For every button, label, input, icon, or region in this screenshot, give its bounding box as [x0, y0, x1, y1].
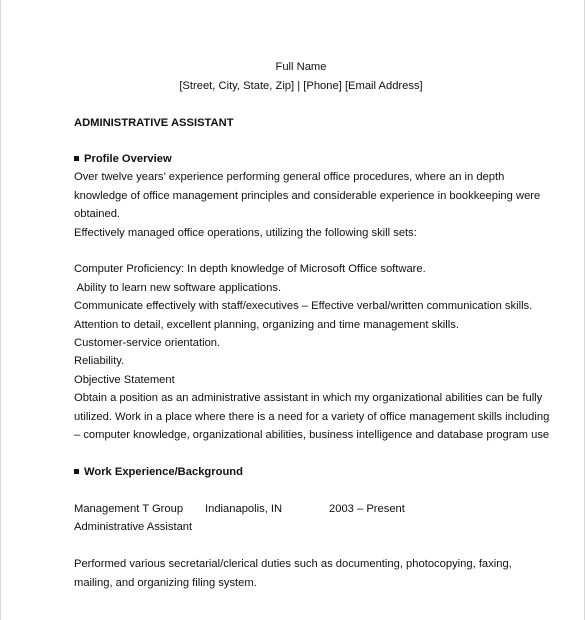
experience-heading-text: Work Experience/Background [84, 466, 243, 478]
full-name: Full Name [275, 61, 327, 73]
job-title: ADMINISTRATIVE ASSISTANT [74, 117, 234, 129]
profile-heading-text: Profile Overview [84, 153, 172, 165]
contact-info: [Street, City, State, Zip] | [Phone] [Email Address] [179, 80, 423, 92]
skill-line: Objective Statement [74, 374, 175, 386]
skill-line: utilized. Work in a place where there is a need for a variety of office management skills including [74, 411, 550, 423]
profile-line: knowledge of office management principles and considerable experience in bookkeeping were [74, 190, 541, 202]
page-left-edge [0, 0, 1, 620]
skill-line: – computer knowledge, organizational abilities, business intelligence and database program use [74, 429, 550, 441]
skill-line: Customer-service orientation. [74, 337, 221, 349]
skill-line: Ability to learn new software applications. [74, 282, 282, 294]
profile-line: Over twelve years’ experience performing general office procedures, where an in depth [74, 171, 505, 183]
profile-line: obtained. [74, 208, 121, 220]
role-title: Administrative Assistant [74, 521, 193, 533]
profile-heading [74, 152, 172, 166]
skill-line: Communicate effectively with staff/executives – Effective verbal/written communication skills. [74, 300, 533, 312]
experience-description-line: Performed various secretarial/clerical duties such as documenting, photocopying, faxing, [74, 558, 512, 570]
company-name: Management T Group [74, 503, 184, 515]
skill-line: Obtain a position as an administrative assistant in which my organizational abilities can be fully [74, 392, 543, 404]
skill-line: Computer Proficiency: In depth knowledge of Microsoft Office software. [74, 263, 426, 275]
skill-line: Reliability. [74, 355, 125, 367]
employment-dates: 2003 – Present [329, 503, 405, 515]
bullet-icon [74, 156, 79, 161]
experience-heading [74, 465, 243, 479]
experience-description-line: mailing, and organizing filing system. [74, 577, 257, 589]
profile-line: Effectively managed office operations, utilizing the following skill sets: [74, 227, 417, 239]
bullet-icon [74, 469, 79, 474]
skill-line: Attention to detail, excellent planning, organizing and time management skills. [74, 319, 459, 331]
company-location: Indianapolis, IN [205, 503, 283, 515]
